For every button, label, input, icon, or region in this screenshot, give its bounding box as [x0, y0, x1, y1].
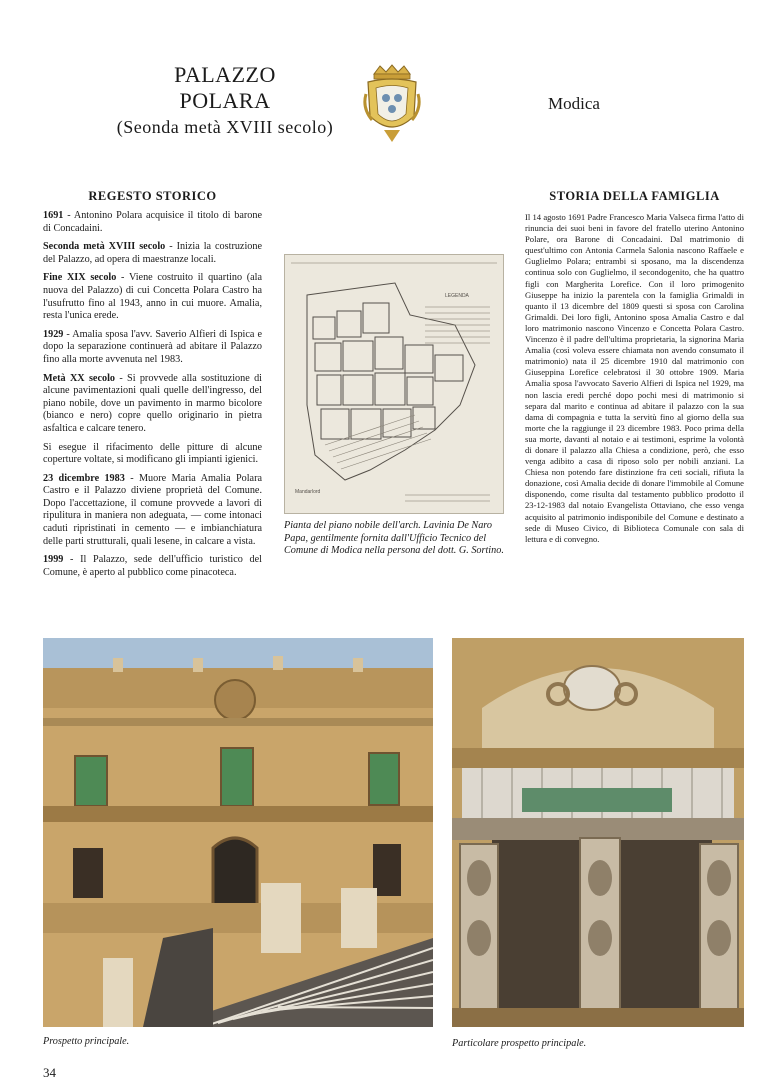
entry-text: - Muore Maria Amalia Polara Castro e il Palazzo diviene proprietà del Comune. Dopo l'accettazione, il comune provvede a lavori di ripulitura in maniera non adeguata, — come intonaci caduti ripristinati in cemento — e imbianchiatura delle parti strutturali, quali lesene, in calcare a vista. — [43, 472, 262, 547]
entry-date: 1999 — [43, 554, 64, 566]
facade-detail-photo — [452, 638, 744, 1027]
entry-date: 23 dicembre 1983 — [43, 472, 125, 484]
regesto-heading: REGESTO STORICO — [88, 189, 217, 203]
regesto-entry — [43, 272, 262, 322]
facade-photo — [43, 638, 433, 1027]
entry-date: 1929 — [43, 328, 64, 340]
regesto-entry — [43, 329, 262, 367]
detail-caption: Particolare prospetto principale. — [452, 1038, 587, 1049]
title-line-1: PALAZZO — [174, 62, 276, 87]
famiglia-paragraph: Il 14 agosto 1691 Padre Francesco Maria Valseca firma l'atto di rinuncia dei suoi beni in favore del fratello uterino Antonino Polare, ora Barone di Concadaini. Dal matrimonio di quest'ultimo con Antonia Carmela Salonia nascono Raffaele e Guglielmo Polara; entrambi si sposano, ma la discendenza continua solo con Guglielmo, il secondogenito, che ha quattro figli con Margherita Lorefice. Con il loro primogenito Giuseppe ha inizio la parentela con la famiglia Grimaldi in quanto il 13 dicembre del 1809 questi si sposa con Carolina Grimaldi. Dei loro figli, Antonino sposa Amalia Castro e dal loro matrimonio nascono Vincenzo e Concetta Polara Castro. Vincenzo è il padre dell'ultima proprietaria, la signorina Maria Amalia (così voleva essere chiamata non avendo consumato il matrimonio) nata il 25 dicembre 1910 dal matrimonio con Giuseppina Lorefice celebratosi il 30 ottobre 1909. Maria Amalia sposa l'avvocato Saverio Alfieri di Ispica nel 1929, ma non lascia eredi perché dopo pochi mesi di matrimonio si separa dal marito e continua ad abitare il palazzo con la sua dama di compagnia e tutta la servitù fino al giorno della sua morte che la raggiunge il 23 dicembre 1983. Poco prima della sua morte, davanti al notaio e ai testimoni, esprime la volontà di donare il palazzo alla Chiesa a condizione, però, che esso venga adibito a casa di riposo solo per nobili anziani. La Chiesa non potendo fare distinzione fra ceti sociali, rifiuta la donazione, così Amalia decide di donare l'immobile al Comune disponendo, come risulta dal testamento pubblico prodotto il 23-12-1983 dal notaio Evangelista Ottaviano, che esso venga acquisito al patrimonio indisponibile del Comune e destinato a sede di Museo Civico, di Biblioteca Comunale con sala di lettura e di convegno. — [525, 212, 744, 544]
entry-date: Seconda metà XVIII secolo — [43, 241, 166, 253]
entry-date: Fine XIX secolo — [43, 272, 117, 284]
entry-text: Si esegue il rifacimento delle pitture di alcune coperture voltate, si modificano gli impianti igienici. — [43, 441, 262, 466]
entry-date: Metà XX secolo — [43, 372, 115, 384]
entry-text: - Il Palazzo, sede dell'ufficio turistico del Comune, è aperto al pubblico come pinacoteca. — [43, 554, 262, 578]
plan-legend-title: LEGENDA — [445, 293, 469, 299]
entry-text: - Inizia la costruzione del Palazzo, ad opera di maestranze locali. — [43, 241, 262, 265]
regesto-entry — [43, 473, 262, 549]
regesto-entry — [43, 241, 262, 266]
city-name: Modica — [548, 94, 600, 113]
entry-text: - Amalia sposa l'avv. Saverio Alfieri di Ispica e dopo la separazione continuerà ad abitare il Palazzo fino alla morte avvenuta nel 1983. — [43, 328, 262, 365]
title-line-2: POLARA — [179, 88, 271, 113]
title-subtitle: (Seonda metà XVIII secolo) — [116, 117, 334, 137]
regesto-entry — [43, 442, 262, 467]
plan-scale-label: Mandarlord — [295, 489, 321, 495]
coat-of-arms-icon — [362, 64, 422, 144]
entry-date: 1691 — [43, 210, 64, 221]
regesto-entry — [43, 373, 262, 436]
facade-caption: Prospetto principale. — [43, 1036, 130, 1047]
famiglia-text — [525, 212, 744, 545]
page-title — [100, 62, 350, 140]
floor-plan-image — [284, 254, 504, 514]
regesto-entry — [43, 210, 262, 235]
famiglia-heading: STORIA DELLA FAMIGLIA — [549, 189, 720, 203]
entry-text: - Viene costruito il quartino (ala nuova del Palazzo) di cui Concetta Polara Castro ha l'usufrutto fino al 1943, anno in cui muore. Amalia, resta l'unica erede. — [43, 272, 263, 322]
regesto-entry — [43, 554, 262, 579]
plan-caption: Pianta del piano nobile dell'arch. Lavinia De Naro Papa, gentilmente fornita dall'Ufficio Tecnico del Comune di Modica nella persona del dott. G. Sortino. — [284, 520, 504, 557]
page-number: 34 — [43, 1065, 56, 1080]
entry-text: - Si provvede alla sostituzione di alcune pavimentazioni quali quelle dell'ingresso, del piano nobile, dove un pavimento in marmo bicolore (bianco e nero) copre quello originario in pietra asfaltica e calcare tenero. — [43, 372, 262, 434]
entry-text: - Antonino Polara acquisice il titolo di barone di Concadaini. — [43, 210, 262, 234]
regesto-entries — [43, 210, 262, 585]
